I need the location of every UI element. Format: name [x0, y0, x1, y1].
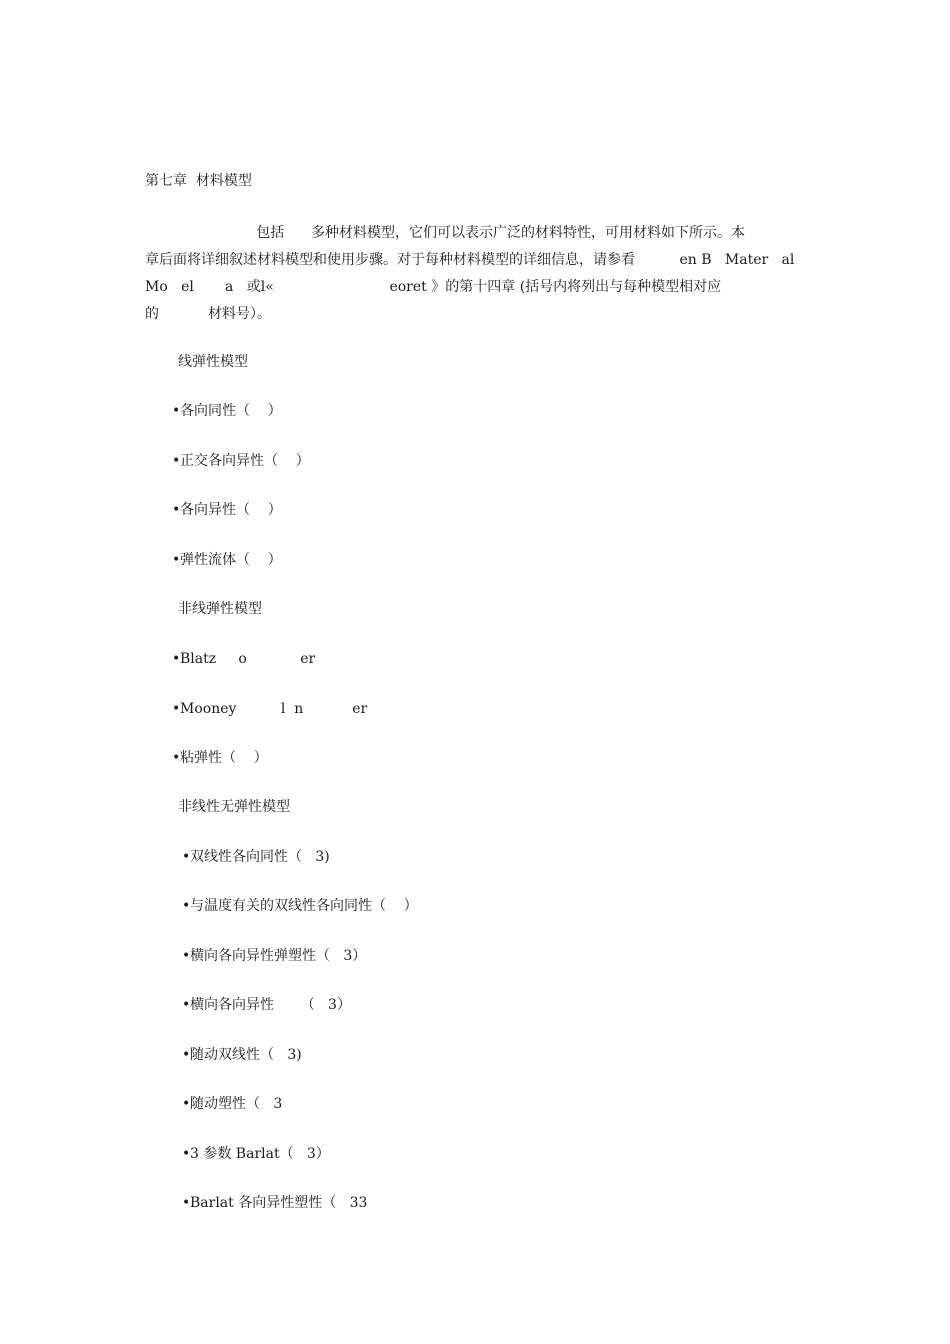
list-item-label: 各向异性（ ）: [180, 502, 282, 518]
bullet-icon: •: [182, 948, 191, 964]
bullet-icon: •: [172, 750, 181, 766]
bullet-icon: •: [172, 453, 181, 469]
list-item-label: Barlat 各向异性塑性（ 33: [190, 1195, 368, 1211]
list-item: [172, 501, 282, 519]
section-title-nonlinear-inelastic: 非线性无弹性模型: [178, 799, 290, 815]
list-item: [182, 1194, 367, 1212]
bullet-icon: •: [172, 701, 181, 717]
list-item: [172, 749, 268, 767]
list-item-label: 各向同性（ ）: [180, 403, 282, 419]
bullet-icon: •: [182, 997, 191, 1013]
list-item-label: 正交各向异性（ ）: [180, 453, 310, 469]
bullet-icon: •: [182, 849, 191, 865]
list-item-label: 双线性各向同性（ 3): [190, 849, 330, 865]
bullet-icon: •: [172, 651, 181, 667]
list-item-label: 弹性流体（ ）: [180, 552, 282, 568]
intro-line-3: Mo el a 或l« eoret 》的第十四章 (括号内将列出与每种模型相对应: [145, 279, 722, 295]
list-item-label: Mooney l n er: [180, 701, 368, 717]
bullet-icon: •: [182, 898, 191, 914]
list-item-label: 横向各向异性 （ 3）: [190, 997, 351, 1013]
list-item: [182, 947, 366, 965]
bullet-icon: •: [182, 1096, 191, 1112]
bullet-icon: •: [172, 403, 181, 419]
list-item: [182, 848, 330, 866]
chapter-heading: 第七章 材料模型: [145, 173, 252, 189]
bullet-icon: •: [172, 502, 181, 518]
list-item: [182, 1145, 330, 1163]
list-item-label: 3 参数 Barlat（ 3）: [190, 1146, 330, 1162]
list-item-label: 随动双线性（ 3): [190, 1047, 302, 1063]
list-item: [182, 996, 351, 1014]
intro-line-2: 章后面将详细叙述材料模型和使用步骤。对于每种材料模型的详细信息，请参看 en B Mater al: [145, 252, 795, 268]
list-item: [172, 551, 282, 569]
list-item: [172, 650, 315, 668]
bullet-icon: •: [182, 1047, 191, 1063]
list-item-label: 粘弹性（ ）: [180, 750, 268, 766]
list-item: [172, 402, 282, 420]
intro-line-1: 包括 多种材料模型，它们可以表示广泛的材料特性，可用材料如下所示。本: [145, 225, 745, 241]
list-item-label: 横向各向异性弹塑性（ 3）: [190, 948, 367, 964]
list-item-label: 与温度有关的双线性各向同性（ ）: [190, 898, 418, 914]
list-item: [172, 452, 310, 470]
list-item-label: 随动塑性（ 3: [190, 1096, 283, 1112]
bullet-icon: •: [182, 1195, 191, 1211]
list-item: [182, 897, 418, 915]
intro-line-4: 的 材料号）。: [145, 306, 271, 322]
bullet-icon: •: [172, 552, 181, 568]
list-item: [172, 700, 367, 718]
section-title-nonlinear-elastic: 非线弹性模型: [178, 601, 262, 617]
list-item: [182, 1046, 302, 1064]
bullet-icon: •: [182, 1146, 191, 1162]
section-title-linear-elastic: 线弹性模型: [178, 354, 248, 370]
list-item: [182, 1095, 282, 1113]
list-item-label: Blatz o er: [180, 651, 316, 667]
